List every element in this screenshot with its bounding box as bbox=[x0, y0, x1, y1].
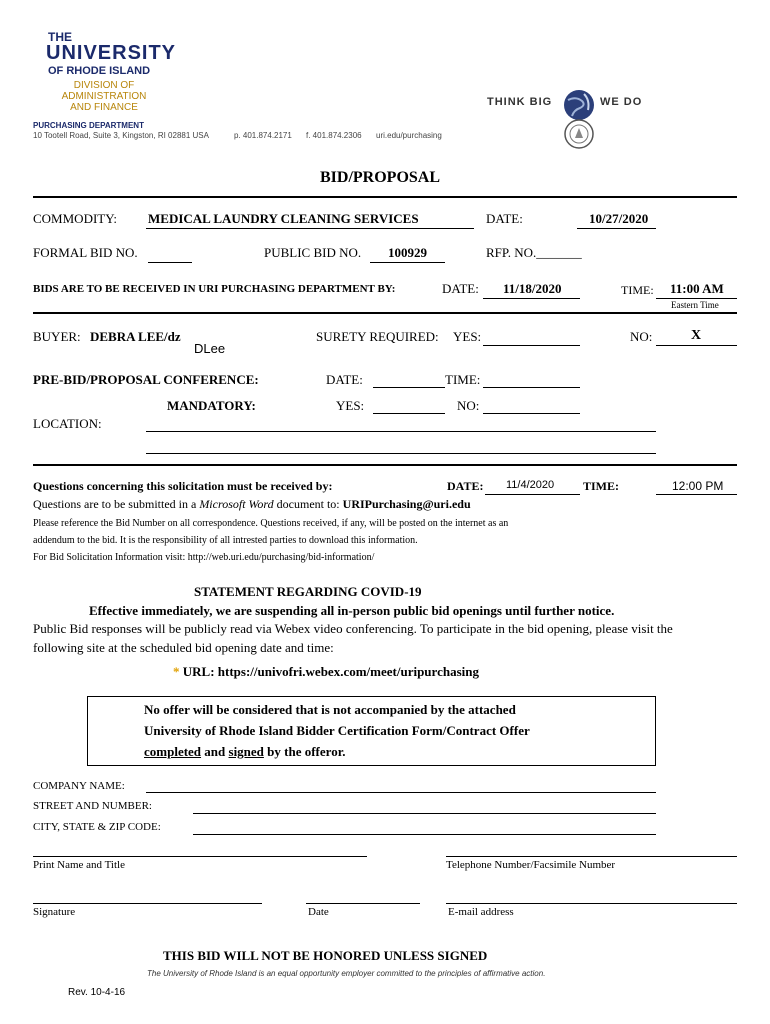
street-field[interactable] bbox=[193, 813, 656, 814]
mandatory-yes-field[interactable] bbox=[373, 413, 445, 414]
location-field-1[interactable] bbox=[146, 431, 656, 432]
mandatory-no-label: NO: bbox=[457, 398, 480, 413]
equal-opportunity: The University of Rhode Island is an equal opportunity employer committed to the principles of affirmative action. bbox=[147, 969, 546, 978]
rfp-label: RFP. NO._______ bbox=[486, 245, 582, 260]
conference-time-label: TIME: bbox=[445, 372, 481, 387]
questions-date-value: 11/4/2020 bbox=[506, 479, 555, 491]
commodity-label: COMMODITY: bbox=[33, 211, 118, 226]
date-underline bbox=[577, 228, 656, 229]
submit-mid: document to: bbox=[273, 497, 343, 511]
received-time-value: 11:00 AM bbox=[670, 281, 724, 296]
phone-label: Telephone Number/Facsimile Number bbox=[446, 859, 616, 871]
purchasing-dept: PURCHASING DEPARTMENT bbox=[33, 121, 144, 130]
logo-division bbox=[48, 80, 160, 113]
dept-address: 10 Tootell Road, Suite 3, Kingston, RI 02881 USA bbox=[33, 131, 209, 140]
surety-yes-label: YES: bbox=[453, 329, 482, 344]
buyer-label: BUYER: bbox=[33, 329, 81, 344]
covid-text-2: following site at the scheduled bid opening date and time: bbox=[33, 640, 334, 655]
questions-ref-2: addendum to the bid. It is the responsibility of all intrested parties to download this information. bbox=[33, 535, 418, 546]
commodity-underline bbox=[146, 228, 474, 229]
signature-field[interactable] bbox=[33, 903, 262, 904]
division-line-3: AND FINANCE bbox=[70, 102, 138, 113]
honored-notice: THIS BID WILL NOT BE HONORED UNLESS SIGNED bbox=[163, 948, 488, 963]
surety-yes-field[interactable] bbox=[483, 345, 580, 346]
street-label: STREET AND NUMBER: bbox=[33, 800, 152, 812]
date-field[interactable] bbox=[306, 903, 420, 904]
dept-fax: f. 401.874.2306 bbox=[306, 131, 362, 140]
questions-time-value: 12:00 PM bbox=[672, 479, 724, 493]
phone-field[interactable] bbox=[446, 856, 737, 857]
print-name-field[interactable] bbox=[33, 856, 367, 857]
questions-time-underline bbox=[656, 494, 737, 495]
surety-no-label: NO: bbox=[630, 329, 653, 344]
conference-rule bbox=[33, 464, 737, 466]
covid-text-1: Public Bid responses will be publicly read via Webex video conferencing. To participate in the bid opening, please visit the bbox=[33, 621, 673, 636]
email-field[interactable] bbox=[446, 903, 737, 904]
buyer-value: DEBRA LEE/dz bbox=[90, 329, 181, 344]
submit-email[interactable]: URIPurchasing@uri.edu bbox=[342, 497, 471, 511]
title-rule bbox=[33, 196, 737, 198]
division-line-1: DIVISION OF bbox=[73, 80, 135, 91]
questions-label: Questions concerning this solicitation must be received by: bbox=[33, 479, 333, 493]
public-bid-value: 100929 bbox=[388, 245, 427, 260]
mandatory-label: MANDATORY: bbox=[167, 398, 256, 413]
received-time-label: TIME: bbox=[621, 283, 654, 297]
timezone-note: Eastern Time bbox=[671, 300, 719, 310]
received-rule bbox=[33, 312, 737, 314]
division-line-2: ADMINISTRATION bbox=[61, 91, 147, 102]
email-label: E-mail address bbox=[448, 906, 514, 918]
received-date-value: 11/18/2020 bbox=[503, 281, 562, 296]
questions-date-label: DATE: bbox=[447, 479, 484, 493]
buyer-signature: DLee bbox=[194, 341, 226, 356]
mandatory-no-field[interactable] bbox=[483, 413, 580, 414]
star-icon: * bbox=[173, 664, 180, 679]
surety-no-underline bbox=[656, 345, 737, 346]
covid-title: STATEMENT REGARDING COVID-19 bbox=[194, 584, 422, 599]
conference-label: PRE-BID/PROPOSAL CONFERENCE: bbox=[33, 372, 259, 387]
dept-phone: p. 401.874.2171 bbox=[234, 131, 292, 140]
conference-date-label: DATE: bbox=[326, 372, 363, 387]
notice-line-1: No offer will be considered that is not accompanied by the attached bbox=[144, 702, 516, 717]
questions-ref-1: Please reference the Bid Number on all correspondence. Questions received, if any, will be posted on the internet as an bbox=[33, 518, 509, 529]
received-date-underline bbox=[483, 298, 580, 299]
notice-signed: signed bbox=[228, 744, 264, 759]
logo-rhode-island: OF RHODE ISLAND bbox=[48, 65, 151, 77]
logo-the: THE bbox=[48, 30, 72, 44]
dept-web: uri.edu/purchasing bbox=[376, 131, 442, 140]
sign-date-label: Date bbox=[308, 906, 329, 918]
received-time-underline bbox=[656, 298, 737, 299]
notice-by: by the offeror. bbox=[263, 744, 346, 759]
revision: Rev. 10-4-16 bbox=[68, 987, 126, 998]
university-seal-icon bbox=[563, 118, 595, 150]
notice-line-3 bbox=[144, 744, 346, 760]
logo-university: UNIVERSITY bbox=[46, 42, 177, 64]
received-date-label: DATE: bbox=[442, 281, 479, 296]
received-label: BIDS ARE TO BE RECEIVED IN URI PURCHASING DEPARTMENT BY: bbox=[33, 283, 396, 295]
covid-bold: Effective immediately, we are suspending all in-person public bid openings until further notice. bbox=[89, 603, 615, 618]
city-field[interactable] bbox=[193, 834, 656, 835]
company-name-label: COMPANY NAME: bbox=[33, 780, 125, 792]
notice-completed: completed bbox=[144, 744, 202, 759]
surety-label: SURETY REQUIRED: bbox=[316, 329, 439, 344]
formal-bid-label: FORMAL BID NO. bbox=[33, 245, 138, 260]
notice-line-2: University of Rhode Island Bidder Certification Form/Contract Offer bbox=[144, 723, 530, 738]
company-name-field[interactable] bbox=[146, 792, 656, 793]
public-bid-label: PUBLIC BID NO. bbox=[264, 245, 362, 260]
notice-and: and bbox=[201, 744, 229, 759]
submit-pre: Questions are to be submitted in a bbox=[33, 497, 200, 511]
globe-icon bbox=[562, 88, 596, 122]
public-bid-underline bbox=[370, 262, 445, 263]
location-label: LOCATION: bbox=[33, 416, 102, 431]
date-label: DATE: bbox=[486, 211, 523, 226]
date-value: 10/27/2020 bbox=[589, 211, 649, 226]
questions-submit bbox=[33, 497, 471, 512]
mandatory-yes-label: YES: bbox=[336, 398, 365, 413]
print-name-label: Print Name and Title bbox=[33, 859, 125, 871]
questions-time-label: TIME: bbox=[583, 479, 619, 493]
questions-date-underline bbox=[485, 494, 580, 495]
signature-label: Signature bbox=[33, 906, 76, 918]
submit-word: Microsoft Word bbox=[199, 497, 274, 511]
commodity-value: MEDICAL LAUNDRY CLEANING SERVICES bbox=[148, 211, 419, 226]
conference-date-field[interactable] bbox=[373, 387, 445, 388]
location-field-2[interactable] bbox=[146, 453, 656, 454]
brand-we-do: WE DO bbox=[600, 96, 643, 108]
questions-ref-3[interactable]: For Bid Solicitation Information visit: http://web.uri.edu/purchasing/bid-information/ bbox=[33, 552, 375, 563]
surety-no-value: X bbox=[691, 328, 702, 343]
covid-url[interactable]: URL: https://univofri.webex.com/meet/uripurchasing bbox=[179, 664, 479, 679]
conference-time-field[interactable] bbox=[483, 387, 580, 388]
covid-url-line bbox=[173, 664, 479, 680]
page-title: BID/PROPOSAL bbox=[320, 169, 441, 186]
city-label: CITY, STATE & ZIP CODE: bbox=[33, 821, 161, 833]
formal-bid-field[interactable] bbox=[148, 262, 192, 263]
brand-think-big: THINK BIG bbox=[487, 96, 553, 108]
